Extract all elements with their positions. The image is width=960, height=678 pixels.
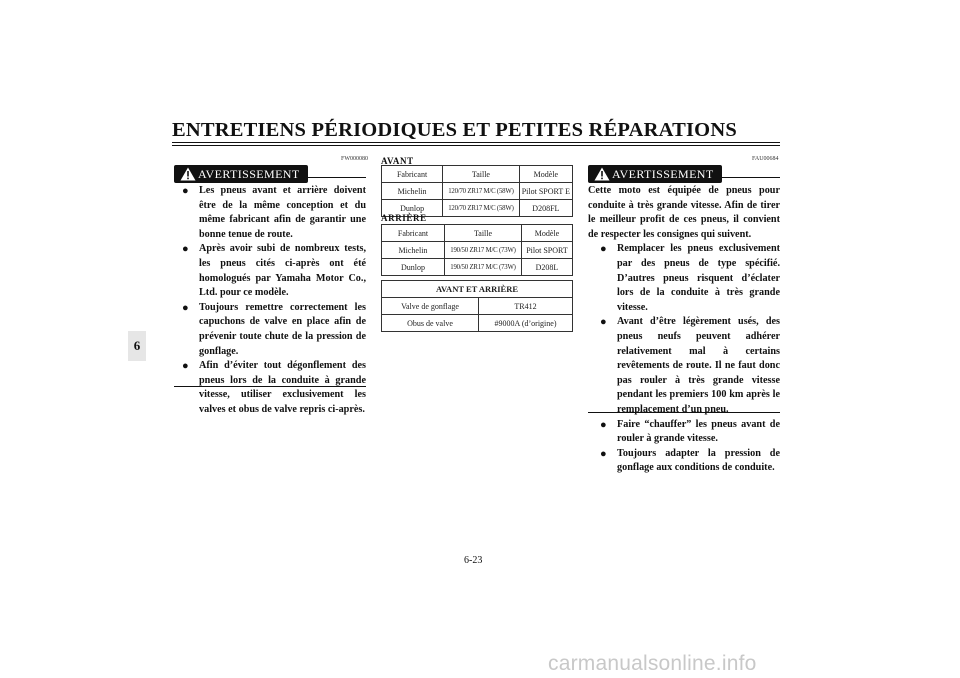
list-item: ● Les pneus avant et arrière doivent être de la même conception et du même fabricant afin de garantir une bonne tenue de route. <box>182 185 366 240</box>
header-rule <box>172 142 780 143</box>
list-item: ● Afin d’éviter tout dégonflement des pneus lors de la conduite à grande vitesse, utiliser exclusivement les valves et obus de valve repris ci-après. <box>182 360 366 415</box>
table-row: Michelin 190/50 ZR17 M/C (73W) Pilot SPORT <box>382 242 573 259</box>
left-warning-body <box>176 184 366 418</box>
table-header-row: Fabricant Taille Modèle <box>382 225 573 242</box>
bullet-icon: ● <box>182 185 189 197</box>
warning-header-right <box>588 165 780 185</box>
bullet-icon: ● <box>182 360 189 373</box>
front-tire-table <box>381 165 573 217</box>
table-row: Dunlop 120/70 ZR17 M/C (58W) D208FL <box>382 200 573 217</box>
table-row: Michelin 120/70 ZR17 M/C (58W) Pilot SPORT E <box>382 183 573 200</box>
warning-badge <box>174 165 308 183</box>
left-bottom-rule <box>174 386 366 387</box>
warning-label: AVERTISSEMENT <box>198 167 300 181</box>
table-row: Dunlop 190/50 ZR17 M/C (73W) D208L <box>382 259 573 276</box>
warning-badge <box>588 165 722 183</box>
right-bottom-rule <box>588 412 780 413</box>
rear-label: ARRIÈRE <box>381 213 427 223</box>
list-item: ● Faire “chauffer” les pneus avant de rouler à grande vitesse. <box>600 418 780 445</box>
right-warning-body <box>588 184 780 476</box>
bullet-icon: ● <box>182 301 189 314</box>
warning-header-left <box>174 165 366 185</box>
list-item: ● Après avoir subi de nombreux tests, les pneus cités ci-après ont été homologués par Yamaha Motor Co., Ltd. pour ce modèle. <box>182 243 366 299</box>
list-item: ● Remplacer les pneus exclusivement par des pneus de type spécifié. D’autres pneus risquent d’éclater lors de la conduite à très grande vitesse. <box>600 243 780 313</box>
table-row: Obus de valve #9000A (d’origine) <box>382 315 573 332</box>
page-number: 6-23 <box>464 555 483 566</box>
table-header-row: Fabricant Taille Modèle <box>382 166 573 183</box>
warning-label: AVERTISSEMENT <box>612 167 714 181</box>
warning-rule <box>718 177 780 178</box>
warning-code-left: FW000080 <box>341 156 368 162</box>
bullet-icon: ● <box>600 243 607 256</box>
page-title: ENTRETIENS PÉRIODIQUES ET PETITES RÉPARATIONS <box>172 119 737 141</box>
table-row: Valve de gonflage TR412 <box>382 298 573 315</box>
list-item: ● Avant d’être légèrement usés, des pneus neufs peuvent adhérer relativement mal à certains revêtements de route. Il ne faut donc pas rouler à très grande vitesse pendant les premiers 100 km après le remplacement d’un pneu. <box>600 316 780 415</box>
table-header-row: AVANT ET ARRIÈRE <box>382 281 573 298</box>
warning-triangle-icon <box>594 167 610 181</box>
header-rule-thin <box>172 145 780 146</box>
valve-table <box>381 280 573 332</box>
bullet-icon: ● <box>600 316 607 329</box>
bullet-icon: ● <box>182 243 189 256</box>
chapter-tab: 6 <box>128 331 146 361</box>
rear-tire-table <box>381 224 573 276</box>
front-label: AVANT <box>381 156 414 166</box>
warning-intro: Cette moto est équipée de pneus pour conduite à très grande vitesse. Afin de tirer le meilleur profit de ces pneus, il convient de respecter les consignes qui suivent. <box>588 185 780 240</box>
bullet-icon: ● <box>600 447 607 460</box>
warning-code-right: FAU00684 <box>752 156 779 162</box>
warning-rule <box>304 177 366 178</box>
watermark: carmanualsonline.info <box>548 652 757 675</box>
list-item: ● Toujours remettre correctement les capuchons de valve en place afin de prévenir toute chute de la pression de gonflage. <box>182 301 366 357</box>
bullet-icon: ● <box>600 418 607 431</box>
list-item: ● Toujours adapter la pression de gonflage aux conditions de conduite. <box>600 447 780 474</box>
warning-triangle-icon <box>180 167 196 181</box>
